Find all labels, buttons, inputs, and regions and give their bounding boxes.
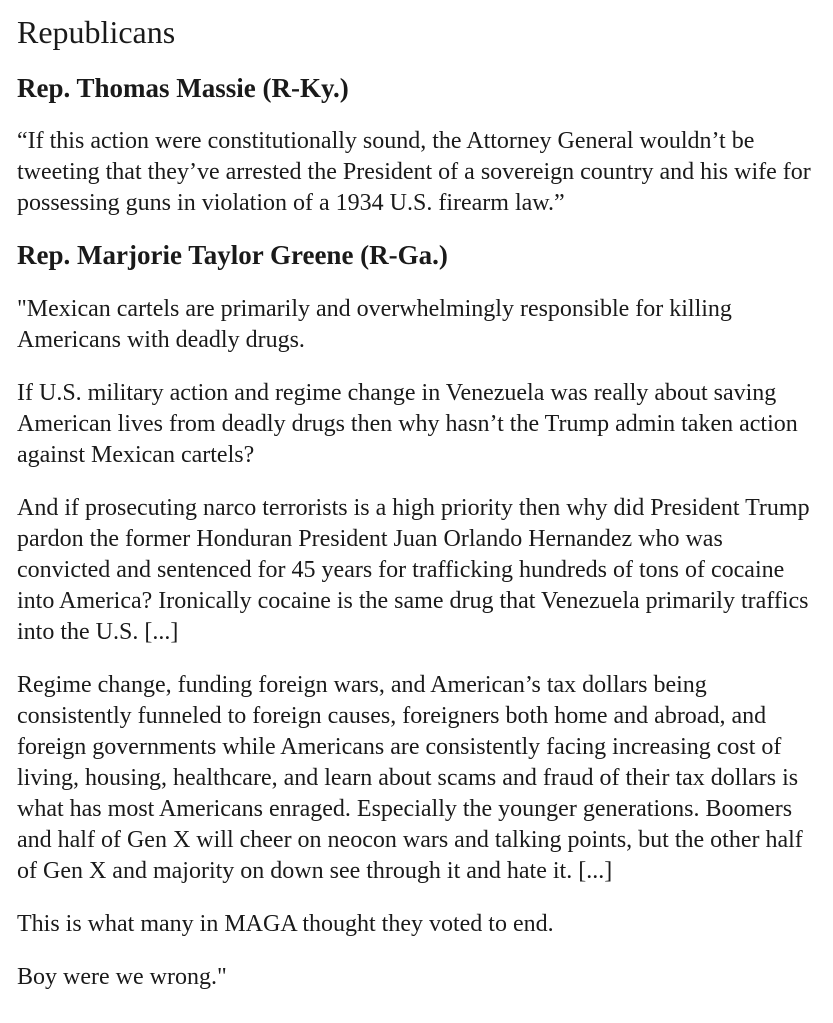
speaker-heading-massie: Rep. Thomas Massie (R-Ky.)	[17, 73, 349, 103]
greene-quote-paragraph-1: "Mexican cartels are primarily and overwhelmingly responsible for killing Americans with deadly drugs.	[17, 295, 732, 353]
greene-quote-paragraph-2: If U.S. military action and regime change in Venezuela was really about saving American lives from deadly drugs then why hasn’t the Trump admin taken action against Mexican cartels?	[17, 379, 798, 468]
massie-quote-paragraph: “If this action were constitutionally sound, the Attorney General wouldn’t be tweeting that they’ve arrested the President of a sovereign country and his wife for possessing guns in violation of a 1934 U.S. firearm law.”	[17, 128, 811, 217]
section-title: Republicans	[17, 14, 176, 50]
greene-quote-paragraph-4: Regime change, funding foreign wars, and American’s tax dollars being consistently funneled to foreign causes, foreigners both home and abroad, and foreign governments while Americans are consistently facing increasing cost of living, housing, healthcare, and learn about scams and fraud of their tax dollars is what has most Americans enraged. Especially the younger generations. Boomers and half of Gen X will cheer on neocon wars and talking points, but the other half of Gen X and majority on down see through it and hate it. [...]	[17, 671, 803, 884]
speaker-heading-greene: Rep. Marjorie Taylor Greene (R-Ga.)	[17, 240, 448, 271]
greene-quote-paragraph-5: This is what many in MAGA thought they voted to end.	[17, 910, 554, 937]
greene-quote-paragraph-3: And if prosecuting narco terrorists is a high priority then why did President Trump pardon the former Honduran President Juan Orlando Hernandez who was convicted and sentenced for 45 years for trafficking hundreds of tons of cocaine into America? Ironically cocaine is the same drug that Venezuela primarily traffics into the U.S. [...]	[17, 494, 810, 645]
greene-quote-paragraph-6: Boy were we wrong."	[17, 963, 227, 990]
